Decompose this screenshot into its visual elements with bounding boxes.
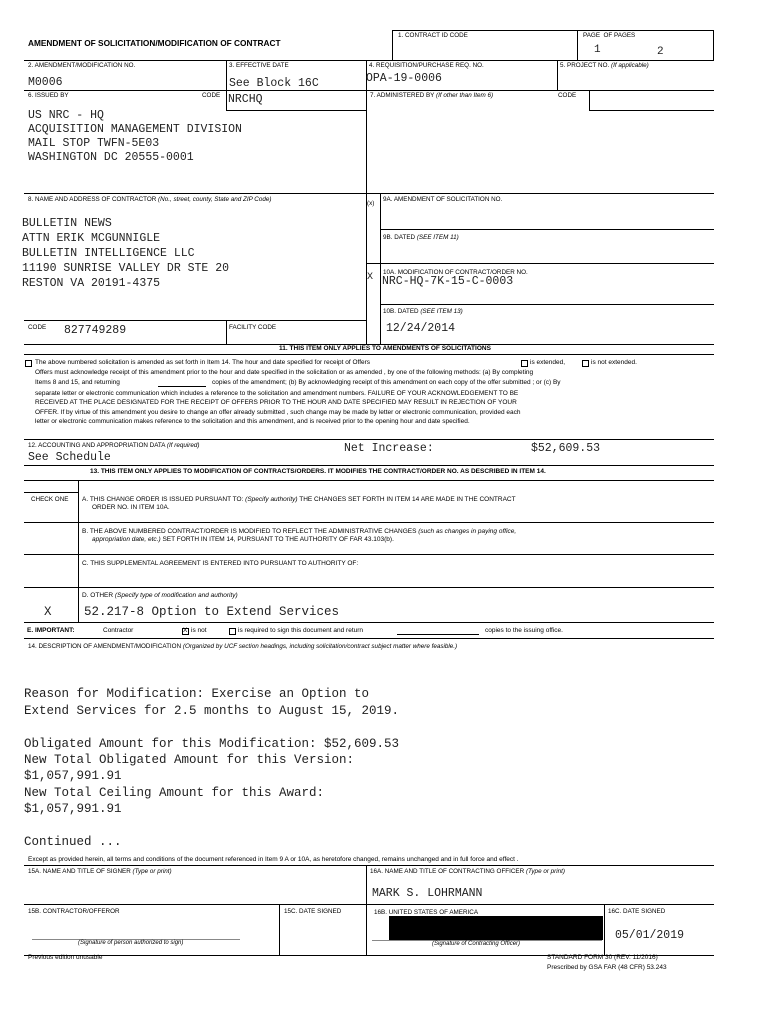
except-clause: Except as provided herein, all terms and conditions of the document referenced in Item 9 A or 10A, as heretofore changed, remains unchanged and in full force and effect . [28,856,519,863]
modification-of-contract-label: 10A. MODIFICATION OF CONTRACT/ORDER NO. [383,269,528,276]
issued-by-label: 6. ISSUED BY [28,92,69,99]
item-14-line-2: Extend Services for 2.5 months to August 15, 2019. [24,704,400,718]
net-increase-label: Net Increase: [344,442,434,455]
is-not-label: is not [191,627,207,634]
officer-date-signed-label: 16C. DATE SIGNED [608,908,666,915]
x-column-label: (x) [367,200,375,207]
item-12-label: 12. ACCOUNTING AND APPROPRIATION DATA (If required) [28,442,200,449]
item-13a-line-1: A. THIS CHANGE ORDER IS ISSUED PURSUANT TO: (Specify authority) THE CHANGES SET FORTH IN ITEM 14 ARE MADE IN THE CONTRACT [82,496,516,503]
amendment-of-solicitation-label: 9A. AMENDMENT OF SOLICITATION NO. [383,196,503,203]
signer-name-label: 15A. NAME AND TITLE OF SIGNER (Type or print) [28,868,172,875]
item-13-heading: 13. THIS ITEM ONLY APPLIES TO MODIFICATION OF CONTRACTS/ORDERS. IT MODIFIES THE CONTRACT/ORDER NO. AS DESCRIBED IN ITEM 14. [90,468,546,475]
check-one-label: CHECK ONE [31,496,69,503]
signature-officer-caption: (Signature of Contracting Officer) [432,941,521,947]
item-14-line-8: $1,057,991.91 [24,802,122,816]
item-14-line-5: New Total Obligated Amount for this Version: [24,753,355,767]
form-title: AMENDMENT OF SOLICITATION/MODIFICATION OF CONTRACT [28,38,281,48]
contractor-date-signed-label: 15C. DATE SIGNED [284,908,342,915]
10b-dated-label: 10B. DATED (SEE ITEM 13) [383,308,463,315]
10b-dated-value: 12/24/2014 [386,322,456,335]
item-14-line-1: Reason for Modification: Exercise an Option to [24,687,370,701]
item-14-line-10: Continued ... [24,835,122,849]
contract-id-label: 1. CONTRACT ID CODE [398,32,468,39]
amendment-no-label: 2. AMENDMENT/MODIFICATION NO. [28,62,136,69]
item-12-value: See Schedule [28,451,111,464]
important-contractor: Contractor [103,627,134,634]
contractor-line-1: BULLETIN NEWS [22,217,112,230]
important-label: E. IMPORTANT: [27,627,75,634]
prescribed-by: Prescribed by GSA FAR (48 CFR) 53.243 [547,964,667,971]
item-11-line-7: letter or electronic communication makes reference to the solicitation and this amendment, and is received prior to the opening hour and date specified. [35,418,470,425]
item-14-line-6: $1,057,991.91 [24,769,122,783]
total-pages: 2 [657,46,664,58]
effective-date-value: See Block 16C [229,77,319,90]
united-states-label: 16B. UNITED STATES OF AMERICA [374,909,479,916]
contractor-line-2: ATTN ERIK MCGUNNIGLE [22,232,161,245]
signature-person-caption: (Signature of person authorized to sign) [78,940,184,946]
is-required-label: is required to sign this document and return [238,627,364,634]
extended-checkbox[interactable] [521,360,528,367]
extended-label: is extended, [530,359,566,366]
contractor-line-3: BULLETIN INTELLIGENCE LLC [22,247,195,260]
item-11-line-5: RECEIVED AT THE PLACE DESIGNATED FOR THE RECEIPT OF OFFERS PRIOR TO THE HOUR AND DATE SPECIFIED MAY RESULT IN REJECTION OF YOUR [35,399,517,406]
page-number: 1 [594,44,601,56]
contracting-officer-name-label: 16A. NAME AND TITLE OF CONTRACTING OFFICER (Type or print) [370,868,566,875]
9b-dated-label: 9B. DATED (SEE ITEM 11) [383,234,459,241]
issued-by-address-line-3: MAIL STOP TWFN-5E03 [28,137,160,150]
requisition-label: 4. REQUISITION/PURCHASE REQ. NO. [369,62,484,69]
issued-by-code-value: NRCHQ [228,93,263,106]
item-11-line-3a: Items 8 and 15, and returning [35,379,120,386]
item-13d-value: 52.217-8 Option to Extend Services [84,605,340,619]
is-not-mark: X [183,627,188,634]
item-11-line-2: Offers must acknowledge receipt of this amendment prior to the hour and date specified in the solicitation or as amended , by one of the following methods: (a) By completing [35,369,534,376]
not-extended-checkbox[interactable] [582,360,589,367]
net-increase-value: $52,609.53 [531,442,601,455]
officer-date-signed-value: 05/01/2019 [615,929,685,942]
item-11-heading: 11. THIS ITEM ONLY APPLIES TO AMENDMENTS OF SOLICITATIONS [279,345,491,352]
contractor-label: 8. NAME AND ADDRESS OF CONTRACTOR (No., street, county, State and ZIP Code) [28,196,272,203]
contractor-line-4: 11190 SUNRISE VALLEY DR STE 20 [22,262,230,275]
contractor-line-5: RESTON VA 20191-4375 [22,277,161,290]
item-14-line-7: New Total Ceiling Amount for this Award: [24,786,325,800]
issued-by-address-line-4: WASHINGTON DC 20555-0001 [28,151,194,164]
modification-check-mark: X [367,272,374,283]
copies-label: copies to the issuing office. [485,627,563,634]
item-13c-line: C. THIS SUPPLEMENTAL AGREEMENT IS ENTERED INTO PURSUANT TO AUTHORITY OF: [82,560,359,567]
item-13a-line-2: ORDER NO. IN ITEM 10A. [92,504,170,511]
item-13d-check-mark: X [44,605,52,619]
effective-date-label: 3. EFFECTIVE DATE [229,62,289,69]
issued-by-code-label: CODE [202,92,221,99]
item-13b-line-2: appropriation date, etc.) SET FORTH IN ITEM 14, PURSUANT TO THE AUTHORITY OF FAR 43.103(b). [92,536,394,543]
previous-edition: Previous edition unusable [28,954,103,961]
item-11-amended-checkbox[interactable] [25,360,32,367]
item-11-line-4: separate letter or electronic communication which includes a reference to the solicitation and amendment numbers. FAILURE OF YOUR ACKNOWLEDGEMENT TO BE [35,390,519,397]
contracting-officer-name: MARK S. LOHRMANN [372,887,483,900]
item-11-line-6: OFFER. If by virtue of this amendment you desire to change an offer already submitted , such change may be made by letter or electronic communication, provided each [35,409,521,416]
issued-by-address-line-2: ACQUISITION MANAGEMENT DIVISION [28,123,242,136]
amendment-no-value: M0006 [28,76,63,89]
page-of-pages-label: PAGE OF PAGES [583,32,636,39]
contractor-code-value: 827749289 [64,324,127,337]
contractor-offeror-label: 15B. CONTRACTOR/OFFEROR [28,908,120,915]
item-11-line-3b: copies of the amendment; (b) By acknowledging receipt of this amendment on each copy of the offer submitted ; or (c) By [212,379,561,386]
administered-by-code-label: CODE [558,92,577,99]
project-no-label: 5. PROJECT NO. (If applicable) [560,62,649,69]
item-13b-line-1: B. THE ABOVE NUMBERED CONTRACT/ORDER IS MODIFIED TO REFLECT THE ADMINISTRATIVE CHANGES (such as changes in paying office, [82,528,517,535]
standard-form: STANDARD FORM 30 (REV. 11/2016) [547,954,658,961]
item-14-line-4: Obligated Amount for this Modification: $52,609.53 [24,737,400,751]
requisition-value: OPA-19-0006 [366,72,442,85]
facility-code-label: FACILITY CODE [229,324,277,331]
item-13d-line: D. OTHER (Specify type of modification and authority) [82,592,238,599]
item-14-label: 14. DESCRIPTION OF AMENDMENT/MODIFICATION (Organized by UCF section headings, including solicitation/contract subject matter where feasible.) [28,643,458,650]
item-11-line-1: The above numbered solicitation is amended as set forth in Item 14. The hour and date specified for receipt of Offers [35,359,371,366]
contractor-code-label: CODE [28,324,47,331]
issued-by-address-line-1: US NRC - HQ [28,109,104,122]
redacted-signature-block [389,916,603,940]
administered-by-label: 7. ADMINISTERED BY (If other than Item 6) [370,92,494,99]
modification-of-contract-value: NRC-HQ-7K-15-C-0003 [382,275,514,288]
is-required-checkbox[interactable] [229,628,236,635]
not-extended-label: is not extended. [591,359,637,366]
